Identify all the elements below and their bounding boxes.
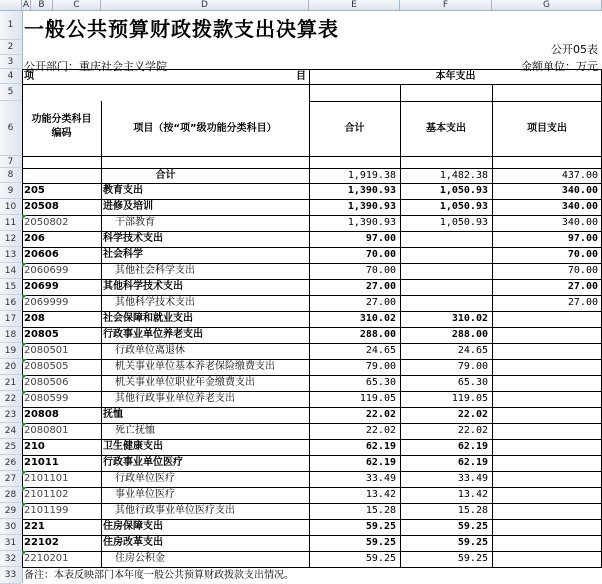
row-basic: 15.28 [457, 505, 488, 516]
row-total: 33.49 [365, 473, 396, 484]
row-name: 干部教育 [115, 217, 155, 228]
row-basic [400, 263, 492, 279]
row-header[interactable]: 25 [0, 439, 21, 455]
row-project [492, 311, 602, 327]
row-basic: 22.02 [457, 425, 488, 436]
row-basic: 1,050.93 [439, 201, 488, 212]
row-project [492, 327, 602, 343]
row-total: 97.00 [365, 233, 396, 244]
row-basic: 22.02 [457, 409, 488, 420]
row-basic: 62.19 [457, 457, 488, 468]
header-code-col: 功能分类科目编码 [31, 114, 92, 139]
row-total: 24.65 [365, 345, 396, 356]
row-project [492, 359, 602, 375]
row-header[interactable]: 6 [0, 101, 21, 156]
row-name: 其他社会科学支出 [115, 265, 195, 276]
row-header[interactable]: 28 [0, 487, 21, 503]
row-project [492, 423, 602, 439]
row-project [492, 455, 602, 471]
error-indicator-icon[interactable] [22, 391, 27, 396]
table-number: 公开05表 [551, 43, 598, 56]
row-total: 62.19 [365, 441, 396, 452]
row-total: 22.02 [365, 425, 396, 436]
row-name: 社会科学 [103, 249, 143, 260]
header-sub-border [22, 156, 602, 157]
row-header-bar [0, 11, 23, 583]
row-header[interactable]: 31 [0, 535, 21, 551]
row-total: 1,390.93 [347, 217, 396, 228]
header-mu: 目 [296, 71, 306, 82]
row-header[interactable]: 13 [0, 247, 21, 263]
header-xiang: 项 [24, 71, 34, 82]
row-basic: 79.00 [457, 361, 488, 372]
row-project: 70.00 [567, 265, 598, 276]
row-header[interactable]: 14 [0, 263, 21, 279]
row-name: 其他科学技术支出 [115, 297, 195, 308]
row-basic: 62.19 [457, 441, 488, 452]
error-indicator-icon[interactable] [22, 503, 27, 508]
row-project [492, 407, 602, 423]
row-header[interactable]: 24 [0, 423, 21, 439]
row-header[interactable]: 5 [0, 84, 21, 101]
row-code: 22102 [24, 537, 59, 548]
row-code: 2101199 [24, 505, 69, 516]
row-header[interactable]: 26 [0, 455, 21, 471]
row-total: 1,390.93 [347, 185, 396, 196]
row-code: 20606 [24, 249, 59, 260]
row-total: 15.28 [365, 505, 396, 516]
row-project: 27.00 [567, 297, 598, 308]
row-name: 抚恤 [103, 409, 123, 420]
row-name: 机关事业单位基本养老保险缴费支出 [115, 361, 275, 372]
row-total: 22.02 [365, 409, 396, 420]
column-header-f[interactable]: F [400, 0, 492, 10]
row-name: 教育支出 [103, 185, 143, 196]
row-header[interactable]: 29 [0, 503, 21, 519]
error-indicator-icon[interactable] [22, 375, 27, 380]
column-header-b[interactable]: B [31, 0, 53, 10]
row-project [492, 551, 602, 567]
row-total: 310.02 [359, 313, 396, 324]
row-name: 住房改革支出 [103, 537, 163, 548]
header-name-col: 项目（按“项”级功能分类科目） [133, 123, 277, 134]
row-header[interactable]: 19 [0, 343, 21, 359]
row-name: 行政事业单位养老支出 [103, 329, 203, 340]
row-header[interactable]: 16 [0, 295, 21, 311]
row-basic: 288.00 [451, 329, 488, 340]
row-name: 卫生健康支出 [103, 441, 163, 452]
row-basic: 33.49 [457, 473, 488, 484]
row-header[interactable]: 12 [0, 231, 21, 247]
row-name: 其他科学技术支出 [103, 281, 183, 292]
row-code: 20508 [24, 201, 59, 212]
error-indicator-icon[interactable] [22, 471, 27, 476]
row-project [492, 535, 602, 551]
error-indicator-icon[interactable] [22, 215, 27, 220]
row-header[interactable]: 20 [0, 359, 21, 375]
row-project: 340.00 [561, 217, 598, 228]
row-name: 行政单位离退休 [115, 345, 185, 356]
header-total-col: 合计 [344, 123, 365, 134]
total-sum: 1,919.38 [347, 170, 396, 181]
error-indicator-icon[interactable] [22, 359, 27, 364]
row-code: 2101102 [24, 489, 69, 500]
row-code: 2060699 [24, 265, 69, 276]
column-header-e[interactable]: E [309, 0, 400, 10]
row-header[interactable]: 7 [0, 156, 21, 168]
row-basic: 119.05 [451, 393, 488, 404]
error-indicator-icon[interactable] [22, 295, 27, 300]
row-basic: 59.25 [457, 537, 488, 548]
row-code: 2210201 [24, 553, 69, 564]
row-code: 2080506 [24, 377, 69, 388]
row-total: 27.00 [365, 297, 396, 308]
row-code: 210 [24, 441, 45, 452]
row-header[interactable]: 17 [0, 311, 21, 327]
header-project-col: 项目支出 [527, 123, 567, 134]
total-project: 437.00 [561, 170, 598, 181]
row-header[interactable]: 32 [0, 551, 21, 567]
row-project: 97.00 [567, 233, 598, 244]
row-project: 27.00 [567, 281, 598, 292]
row-code: 2080801 [24, 425, 69, 436]
row-total: 119.05 [359, 393, 396, 404]
row-basic: 59.25 [457, 553, 488, 564]
error-indicator-icon[interactable] [22, 551, 27, 556]
row-name: 机关事业单位职业年金缴费支出 [115, 377, 255, 388]
select-all-corner[interactable] [0, 0, 22, 10]
row-header[interactable]: 11 [0, 215, 21, 231]
row-basic: 13.42 [457, 489, 488, 500]
row-name: 其他行政事业单位养老支出 [115, 393, 235, 404]
row-basic [400, 279, 492, 295]
row-header[interactable]: 18 [0, 327, 21, 343]
department-label: 公开部门：重庆社会主义学院 [24, 60, 167, 73]
row-name: 进修及培训 [103, 201, 153, 212]
row-header[interactable]: 1 [0, 11, 21, 40]
note-text: 备注：本表反映部门本年度一般公共预算财政拨款支出情况。 [24, 570, 294, 581]
row-header[interactable]: 3 [0, 55, 21, 69]
row-name: 行政事业单位医疗 [103, 457, 183, 468]
row-header[interactable]: 30 [0, 519, 21, 535]
row-header[interactable]: 23 [0, 407, 21, 423]
row-code: 20699 [24, 281, 59, 292]
row-project [492, 471, 602, 487]
row-code: 208 [24, 313, 45, 324]
column-header-a[interactable]: A [22, 0, 30, 10]
row-header[interactable]: 22 [0, 391, 21, 407]
row-basic [400, 247, 492, 263]
row-code: 2080599 [24, 393, 69, 404]
column-header-g[interactable]: G [492, 0, 602, 10]
row-project [492, 503, 602, 519]
error-indicator-icon[interactable] [22, 487, 27, 492]
row-header[interactable]: 9 [0, 183, 21, 199]
row-code: 221 [24, 521, 45, 532]
row-header[interactable]: 4 [0, 69, 21, 84]
row-name: 科学技术支出 [103, 233, 163, 244]
total-basic: 1,482.38 [439, 170, 488, 181]
row-project [492, 439, 602, 455]
row-header[interactable]: 10 [0, 199, 21, 215]
row-header[interactable]: 15 [0, 279, 21, 295]
row-basic: 1,050.93 [439, 185, 488, 196]
column-header-c[interactable]: C [53, 0, 101, 10]
column-header-bar [0, 0, 602, 11]
row-code: 2080505 [24, 361, 69, 372]
row-total: 288.00 [359, 329, 396, 340]
row-project [492, 519, 602, 535]
row-code: 20808 [24, 409, 59, 420]
column-header-d[interactable]: D [101, 0, 309, 10]
row-code: 2080501 [24, 345, 69, 356]
row-project: 340.00 [561, 201, 598, 212]
row-header[interactable]: 27 [0, 471, 21, 487]
row-project [492, 343, 602, 359]
header-year-spend: 本年支出 [435, 71, 476, 82]
row-header[interactable]: 33 [0, 567, 21, 584]
row-code: 2101101 [24, 473, 69, 484]
row-project: 70.00 [567, 249, 598, 260]
row-total: 59.25 [365, 553, 396, 564]
row-total: 59.25 [365, 521, 396, 532]
row-total: 70.00 [365, 265, 396, 276]
spreadsheet-grid[interactable] [22, 11, 602, 583]
row-code: 2069999 [24, 297, 69, 308]
row-basic: 59.25 [457, 521, 488, 532]
row-project: 340.00 [561, 185, 598, 196]
row-name: 死亡抚恤 [115, 425, 155, 436]
row-header[interactable]: 8 [0, 168, 21, 183]
row-project [492, 391, 602, 407]
row-name: 其他行政事业单位医疗支出 [115, 505, 235, 516]
row-total: 62.19 [365, 457, 396, 468]
row-code: 206 [24, 233, 45, 244]
row-basic: 1,050.93 [439, 217, 488, 228]
row-code: 205 [24, 185, 45, 196]
row-total: 59.25 [365, 537, 396, 548]
error-indicator-icon[interactable] [22, 343, 27, 348]
row-code: 20805 [24, 329, 59, 340]
row-header[interactable]: 21 [0, 375, 21, 391]
row-name: 行政单位医疗 [115, 473, 175, 484]
row-total: 70.00 [365, 249, 396, 260]
header-basic-col: 基本支出 [426, 123, 466, 134]
row-name: 社会保障和就业支出 [103, 313, 193, 324]
row-total: 27.00 [365, 281, 396, 292]
row-total: 1,390.93 [347, 201, 396, 212]
row-basic: 310.02 [451, 313, 488, 324]
row-basic: 24.65 [457, 345, 488, 356]
row-code: 21011 [24, 457, 59, 468]
row-basic: 65.30 [457, 377, 488, 388]
row-total: 13.42 [365, 489, 396, 500]
row-name: 事业单位医疗 [115, 489, 175, 500]
row-basic [400, 295, 492, 311]
row-total: 79.00 [365, 361, 396, 372]
row-project [492, 487, 602, 503]
error-indicator-icon[interactable] [22, 263, 27, 268]
row-name: 住房公积金 [115, 553, 165, 564]
sheet-title: 一般公共预算财政拨款支出决算表 [24, 17, 339, 41]
row-total: 65.30 [365, 377, 396, 388]
row-header[interactable]: 2 [0, 40, 21, 55]
row-name: 住房保障支出 [103, 521, 163, 532]
error-indicator-icon[interactable] [22, 423, 27, 428]
row-project [492, 375, 602, 391]
header-sub-border [309, 84, 602, 85]
unit-label: 金额单位：万元 [521, 60, 598, 73]
row-code: 2050802 [24, 217, 69, 228]
total-label: 合计 [155, 170, 176, 181]
row-basic [400, 231, 492, 247]
